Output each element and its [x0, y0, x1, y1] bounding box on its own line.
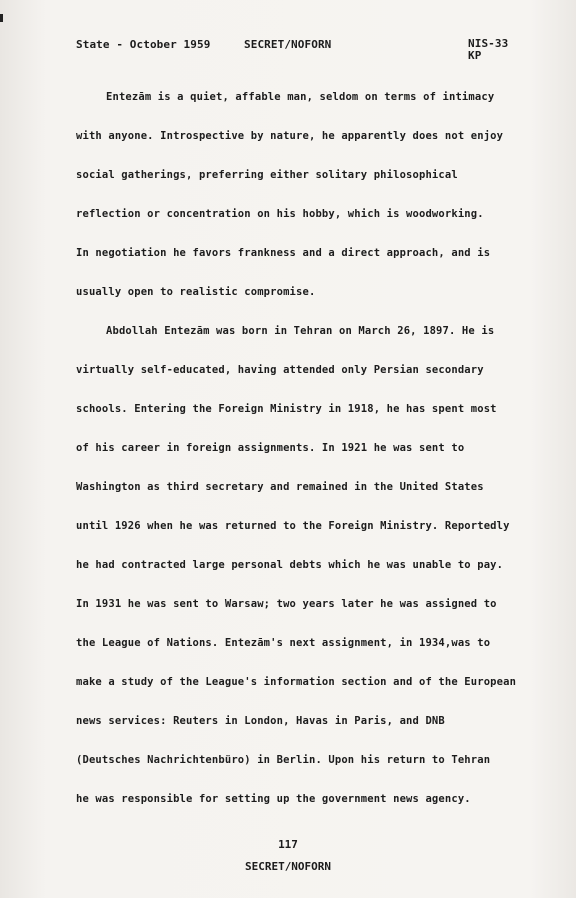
- body-line: news services: Reuters in London, Havas in Paris, and DNB: [76, 715, 445, 727]
- body-line: make a study of the League's information section and of the European: [76, 676, 517, 688]
- body-line: of his career in foreign assignments. In 1921 he was sent to: [76, 442, 465, 454]
- body-line: schools. Entering the Foreign Ministry in 1918, he has spent most: [76, 403, 497, 415]
- header-date: State - October 1959: [76, 38, 211, 51]
- body-line: with anyone. Introspective by nature, he apparently does not enjoy: [76, 130, 504, 142]
- body-line: until 1926 when he was returned to the Foreign Ministry. Reportedly: [76, 520, 510, 532]
- page-number: 117: [278, 838, 298, 851]
- footer-classification: SECRET/NOFORN: [244, 860, 332, 873]
- body-line: social gatherings, preferring either solitary philosophical: [76, 169, 458, 181]
- header-code: [468, 38, 508, 62]
- body-line: reflection or concentration on his hobby, which is woodworking.: [76, 208, 484, 220]
- body-line: In 1931 he was sent to Warsaw; two years later he was assigned to: [76, 598, 497, 610]
- body-line: he had contracted large personal debts which he was unable to pay.: [76, 559, 504, 571]
- body-line: Washington as third secretary and remained in the United States: [76, 481, 484, 493]
- body-line: virtually self-educated, having attended only Persian secondary: [76, 364, 484, 376]
- body-line: the League of Nations. Entezām's next assignment, in 1934,was to: [76, 637, 491, 649]
- body-line: Abdollah Entezām was born in Tehran on March 26, 1897. He is: [106, 325, 495, 337]
- header-code-line2: KP: [468, 49, 482, 62]
- body-line: (Deutsches Nachrichtenbüro) in Berlin. Upon his return to Tehran: [76, 754, 491, 766]
- body-line: he was responsible for setting up the government news agency.: [76, 793, 471, 805]
- body-line: Entezām is a quiet, affable man, seldom on terms of intimacy: [106, 91, 495, 103]
- body-line: In negotiation he favors frankness and a direct approach, and is: [76, 247, 491, 259]
- body-line: usually open to realistic compromise.: [76, 286, 316, 298]
- header-code-line1: NIS-33: [468, 37, 509, 50]
- scan-mark: [0, 14, 3, 22]
- header-classification: SECRET/NOFORN: [244, 38, 332, 51]
